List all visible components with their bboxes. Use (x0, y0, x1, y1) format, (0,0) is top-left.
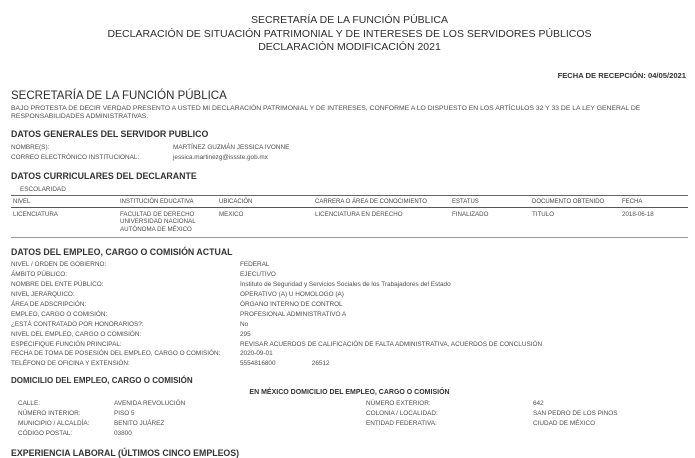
main-function-value: REVISAR ACUERDOS DE CALIFICACIÓN DE FALTA ADMINISTRATIVA, ACUERDOS DE CONCLUSIÓN (240, 340, 543, 348)
edu-col-estatus: ESTATUS (450, 195, 530, 207)
edu-cell-nivel: LICENCIATURA (11, 207, 118, 238)
email-field-label: CORREO ELECTRÓNICO INSTITUCIONAL: (11, 153, 140, 161)
position-level-value: 295 (240, 330, 251, 338)
address-left-column (11, 399, 366, 439)
name-field-row (11, 143, 688, 153)
edu-cell-estatus: FINALIZADO (450, 207, 530, 238)
state-row (366, 419, 688, 429)
employment-field-row (11, 290, 688, 300)
phone-field-row (11, 359, 688, 369)
phone-extension-value: 26512 (311, 360, 330, 368)
municipality-label: MUNICIPIO / ALCALDÍA: (18, 420, 90, 428)
public-scope-label: ÁMBITO PÚBLICO: (11, 271, 67, 279)
street-row (18, 399, 366, 409)
gov-order-label: NIVEL / ORDEN DE GOBIERNO: (11, 261, 107, 269)
edu-col-institucion: INSTITUCIÓN EDUCATIVA (118, 195, 217, 207)
employment-field-row (11, 320, 688, 330)
edu-cell-carrera: LICENCIATURA EN DERECHO (313, 207, 450, 238)
edu-cell-documento: TITULO (530, 207, 620, 238)
edu-cell-fecha: 2018-06-18 (620, 207, 688, 238)
state-value: CIUDAD DE MÉXICO (533, 420, 596, 428)
street-value: AVENIDA REVOLUCIÓN (114, 400, 186, 408)
employment-section-title: DATOS DEL EMPLEO, CARGO O COMISIÓN ACTUAL (11, 247, 233, 258)
edu-col-documento: DOCUMENTO OBTENIDO (530, 195, 620, 207)
public-entity-value: Instituto de Seguridad y Servicios Sociales de los Trabajadores del Estado (240, 281, 451, 289)
interior-number-row (18, 409, 366, 419)
assignment-area-label: ÁREA DE ADSCRIPCIÓN: (11, 300, 87, 308)
doc-title-line-2: DECLARACIÓN DE SITUACIÓN PATRIMONIAL Y DE INTERESES DE LOS SERVIDORES PÚBLICOS (107, 27, 592, 40)
name-field-label: NOMBRE(S): (11, 143, 50, 151)
employment-rows (11, 260, 688, 369)
public-entity-label: NOMBRE DEL ENTE PÚBLICO: (11, 281, 104, 289)
curricular-section-title: DATOS CURRICULARES DEL DECLARANTE (11, 170, 197, 181)
employment-field-row (11, 310, 688, 320)
position-value: PROFESIONAL ADMINISTRATIVO A (240, 310, 347, 318)
edu-col-ubicacion: UBICACIÓN (217, 195, 313, 207)
employment-field-row (11, 270, 688, 280)
edu-col-fecha: FECHA (620, 195, 688, 207)
email-field-row (11, 153, 688, 163)
phone-field-label: TELÉFONO DE OFICINA Y EXTENSIÓN: (11, 360, 130, 368)
doc-title-line-3: DECLARACIÓN MODIFICACIÓN 2021 (258, 41, 441, 53)
employment-field-row (11, 260, 688, 270)
street-label: CALLE: (18, 400, 41, 408)
interior-number-label: NÚMERO INTERIOR: (18, 410, 81, 418)
general-data-rows (11, 143, 688, 163)
public-scope-value: EJECUTIVO (240, 271, 276, 279)
start-date-value: 2020-09-01 (240, 350, 273, 358)
assignment-area-value: ÓRGANO INTERNO DE CONTROL (240, 300, 343, 308)
oath-text: BAJO PROTESTA DE DECIR VERDAD PRESENTO A USTED MI DECLARACIÓN PATRIMONIAL Y DE INTERESES, CONFORME A LO DISPUESTO EN LOS ARTÍCULOS 32 Y 33 DE LA LEY GENERAL DE RESPONSABILIDADES ADMINISTRATIVAS. (11, 104, 641, 121)
postal-code-label: CÓDIGO POSTAL: (18, 429, 73, 437)
name-field-value: MARTÍNEZ GUZMÁN JESSICA IVONNE (173, 143, 290, 151)
postal-code-value: 03800 (114, 429, 132, 437)
general-data-section-title: DATOS GENERALES DEL SERVIDOR PUBLICO (11, 128, 209, 139)
municipality-value: BENITO JUÁREZ (114, 420, 165, 428)
reception-date: FECHA DE RECEPCIÓN: 04/05/2021 (557, 70, 686, 80)
postal-code-row (18, 429, 366, 439)
neighborhood-label: COLONIA / LOCALIDAD: (366, 410, 438, 418)
address-subtitle: EN MÉXICO DOMICILIO DEL EMPLEO, CARGO O COMISIÓN (249, 389, 450, 397)
start-date-label: FECHA DE TOMA DE POSESIÓN DEL EMPLEO, CARGO O COMISIÓN: (11, 350, 221, 358)
employment-field-row (11, 340, 688, 350)
email-field-value: jessica.martinezg@issste.gob.mx (173, 153, 268, 161)
honorarium-value: No (240, 320, 249, 328)
phone-number-value: 5554816800 (240, 360, 276, 368)
interior-number-value: PISO 5 (114, 410, 135, 418)
address-right-column (366, 399, 688, 439)
hierarchy-level-label: NIVEL JERARQUICO: (11, 291, 75, 298)
state-label: ENTIDAD FEDERATIVA: (366, 420, 437, 428)
intro-section-title: SECRETARÍA DE LA FUNCIÓN PÚBLICA (11, 89, 227, 102)
employment-field-row (11, 280, 688, 290)
exterior-number-value: 642 (533, 400, 544, 408)
education-table-row (11, 207, 688, 238)
doc-header (11, 14, 688, 55)
municipality-row (18, 419, 366, 429)
employment-field-row (11, 300, 688, 310)
edu-cell-ubicacion: MEXICO (217, 207, 313, 238)
neighborhood-value: SAN PEDRO DE LOS PINOS (533, 410, 618, 418)
doc-title-line-1: SECRETARÍA DE LA FUNCIÓN PÚBLICA (250, 14, 449, 26)
edu-col-carrera: CARRERA O ÁREA DE CONOCIMIENTO (313, 195, 450, 207)
edu-cell-institucion: FACULTAD DE DERECHO UNIVERSIDAD NACIONAL AUTÓNOMA DE MÉXICO (118, 207, 217, 238)
employment-field-row (11, 349, 688, 359)
hierarchy-level-value: OPERATIVO (A) U HOMOLOGO (A) (240, 291, 344, 298)
position-label: EMPLEO, CARGO O COMISIÓN: (11, 310, 108, 318)
exterior-number-row (366, 399, 688, 409)
position-level-label: NIVEL DEL EMPLEO, CARGO O COMISIÓN: (11, 330, 142, 338)
honorarium-label: ¿ESTÁ CONTRATADO POR HONORARIOS?: (11, 320, 144, 328)
main-function-label: ESPECIFIQUE FUNCIÓN PRINCIPAL: (11, 340, 122, 348)
edu-col-nivel: NIVEL (11, 195, 118, 207)
neighborhood-row (366, 409, 688, 419)
education-table-header-row (11, 195, 688, 207)
exterior-number-label: NÚMERO EXTERIOR: (366, 400, 431, 408)
gov-order-value: FEDERAL (240, 261, 270, 269)
education-table (11, 195, 688, 239)
address-grid (11, 399, 688, 439)
employment-field-row (11, 330, 688, 340)
address-section-title: DOMICILIO DEL EMPLEO, CARGO O COMISIÓN (11, 376, 193, 386)
experience-section-title: EXPERIENCIA LABORAL (ÚLTIMOS CINCO EMPLEOS) (11, 447, 240, 458)
phone-field-value (240, 359, 688, 369)
escolaridad-label: ESCOLARIDAD (20, 185, 66, 193)
